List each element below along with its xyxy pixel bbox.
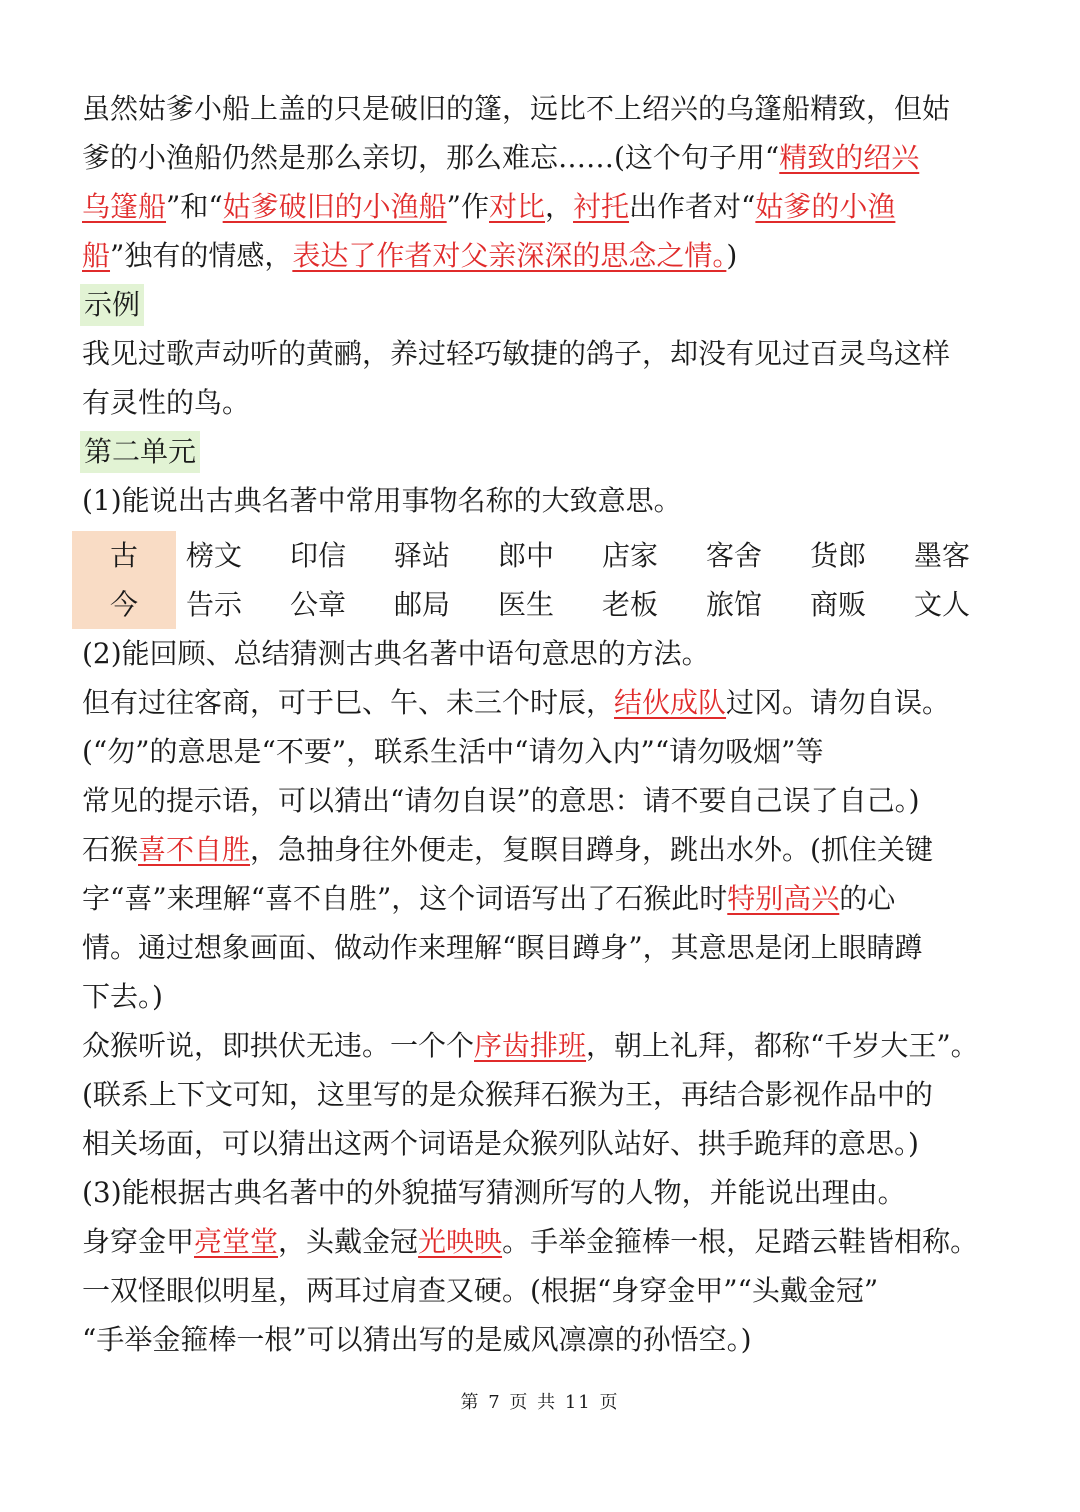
- vocab-word: 告示: [186, 588, 243, 621]
- text-line: 但有过往客商，可于巳、午、未三个时辰，结伙成队过冈。请勿自误。: [82, 686, 951, 719]
- text-line: (联系上下文可知，这里写的是众猴拜石猴为王，再结合影视作品中的: [82, 1078, 933, 1111]
- vocab-word: 店家: [602, 539, 659, 572]
- text-line: 一双怪眼似明星，两耳过肩查又硬。(根据“身穿金甲”“头戴金冠”: [82, 1274, 879, 1307]
- highlight-phrase: 乌篷船: [82, 190, 167, 223]
- vocab-word: 客舍: [706, 539, 763, 572]
- page-number: 第 7 页 共 11 页: [460, 1392, 620, 1413]
- text-line: (“勿”的意思是“不要”，联系生活中“请勿入内”“请勿吸烟”等: [82, 735, 824, 768]
- objective-3: (3)能根据古典名著中的外貌描写猜测所写的人物，并能说出理由。: [82, 1176, 906, 1209]
- vocab-word: 文人: [914, 588, 971, 621]
- highlight-phrase: 精致的绍兴: [779, 141, 920, 174]
- label-modern: 今: [109, 588, 138, 621]
- vocab-row-ancient: [186, 531, 1018, 580]
- highlight-phrase: 序齿排班: [474, 1029, 587, 1062]
- vocab-word: 货郎: [810, 539, 867, 572]
- vocab-word: 公章: [290, 588, 347, 621]
- highlight-phrase: 姑爹的小渔: [755, 190, 896, 223]
- highlight-phrase: 衬托: [573, 190, 630, 223]
- highlight-phrase: 特别高兴: [727, 882, 840, 915]
- text-line: 常见的提示语，可以猜出“请勿自误”的意思：请不要自己误了自己。): [82, 784, 920, 817]
- gujin-label-cell: [72, 531, 176, 629]
- highlight-phrase: 光映映: [418, 1225, 503, 1258]
- vocab-word: 墨客: [914, 539, 971, 572]
- text-line: 身穿金甲亮堂堂，头戴金冠光映映。手举金箍棒一根，足踏云鞋皆相称。: [82, 1225, 979, 1258]
- text-line: 相关场面，可以猜出这两个词语是众猴列队站好、拱手跪拜的意思。): [82, 1127, 919, 1160]
- vocab-word: 邮局: [394, 588, 451, 621]
- highlight-phrase: 对比: [489, 190, 546, 223]
- section-heading-example: 示例: [82, 280, 1007, 329]
- vocab-row-modern: [186, 580, 1018, 629]
- text-line: 字“喜”来理解“喜不自胜”，这个词语写出了石猴此时特别高兴的心: [82, 882, 896, 915]
- vocab-word: 驿站: [394, 539, 451, 572]
- vocab-word: 旅馆: [706, 588, 763, 621]
- highlight-phrase: 表达了作者对父亲深深的思念之情。: [292, 239, 727, 272]
- text-line: 有灵性的鸟。: [82, 386, 251, 419]
- vocab-word: 医生: [498, 588, 555, 621]
- vocab-word: 榜文: [186, 539, 243, 572]
- text-line: 下去。): [82, 980, 163, 1013]
- objective-2: (2)能回顾、总结猜测古典名著中语句意思的方法。: [82, 637, 710, 670]
- highlight-phrase: 船: [82, 239, 111, 272]
- text-line: 我见过歌声动听的黄鹂，养过轻巧敏捷的鸽子，却没有见过百灵鸟这样: [82, 337, 951, 370]
- label-ancient: 古: [109, 539, 138, 572]
- section-heading-unit2: 第二单元: [82, 427, 1007, 476]
- text-line: 众猴听说，即拱伏无违。一个个序齿排班，朝上礼拜，都称“千岁大王”。: [82, 1029, 979, 1062]
- vocab-word: 郎中: [498, 539, 555, 572]
- text-line: 虽然姑爹小船上盖的只是破旧的篷，远比不上绍兴的乌篷船精致，但姑: [82, 92, 951, 125]
- text-line: 船”独有的情感，表达了作者对父亲深深的思念之情。): [82, 239, 738, 272]
- objective-1: (1)能说出古典名著中常用事物名称的大致意思。: [82, 484, 682, 517]
- vocab-word: 老板: [602, 588, 659, 621]
- vocab-word: 印信: [290, 539, 347, 572]
- text-line: 爹的小渔船仍然是那么亲切，那么难忘……(这个句子用“精致的绍兴: [82, 141, 920, 174]
- highlight-phrase: 亮堂堂: [194, 1225, 279, 1258]
- text-line: 石猴喜不自胜，急抽身往外便走，复瞑目蹲身，跳出水外。(抓住关键: [82, 833, 933, 866]
- vocab-word: 商贩: [810, 588, 867, 621]
- text-line: 情。通过想象画面、做动作来理解“瞑目蹲身”，其意思是闭上眼睛蹲: [82, 931, 923, 964]
- text-line: “手举金箍棒一根”可以猜出写的是威风凛凛的孙悟空。): [82, 1323, 752, 1356]
- vocab-table: [72, 531, 1007, 629]
- text-line: 乌篷船”和“姑爹破旧的小渔船”作对比，衬托出作者对“姑爹的小渔: [82, 190, 896, 223]
- highlight-phrase: 姑爹破旧的小渔船: [222, 190, 447, 223]
- highlight-phrase: 喜不自胜: [138, 833, 251, 866]
- highlight-phrase: 结伙成队: [614, 686, 727, 719]
- page-content: [82, 84, 1007, 1364]
